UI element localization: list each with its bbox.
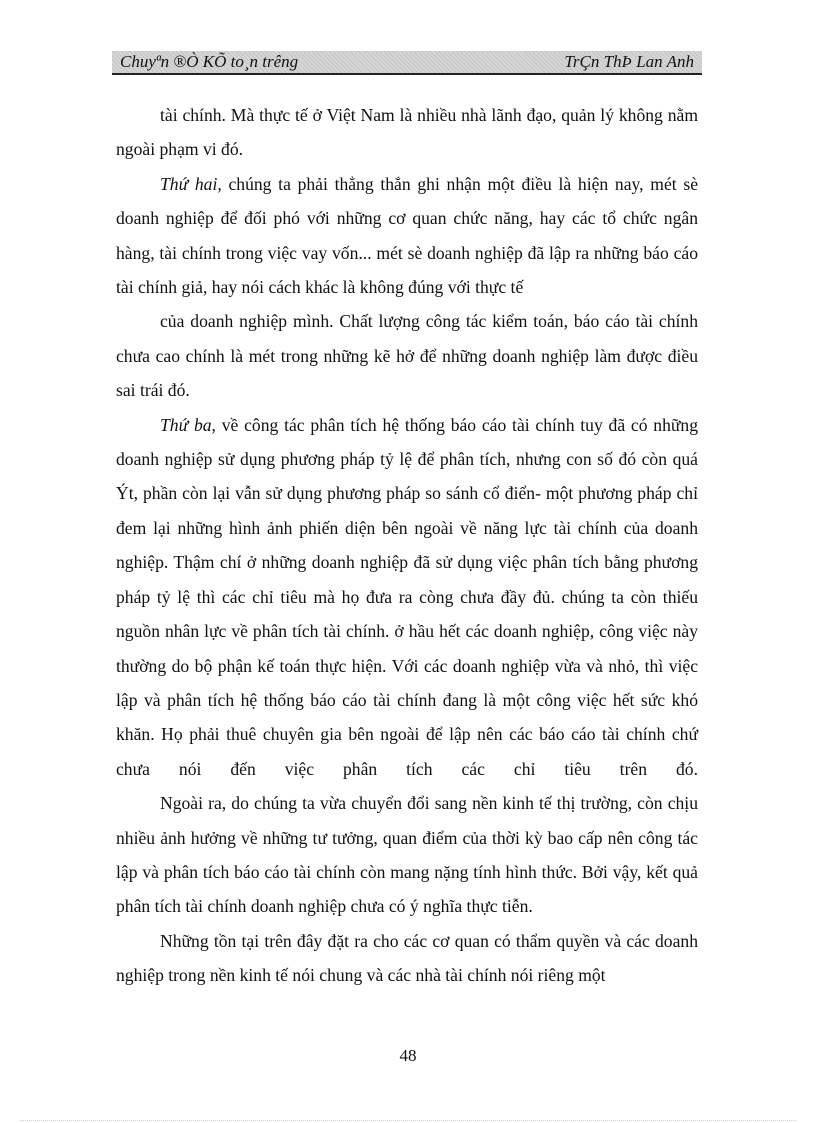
- page-bottom-divider: [20, 1120, 796, 1121]
- paragraph-2-lead: Thứ hai: [160, 173, 218, 194]
- paragraph-3: của doanh nghiệp mình. Chất lượng công tác kiểm toán, báo cáo tài chính chưa cao chính là mét trong những kẽ hở để những doanh nghiệp làm được điều sai trái đó.: [116, 311, 698, 401]
- paragraph-1: tài chính. Mà thực tế ở Việt Nam là nhiều nhà lãnh đạo, quản lý không nằm ngoài phạm vi đó.: [116, 105, 698, 160]
- paragraph-4-lead: Thứ ba: [160, 414, 212, 435]
- running-header: [112, 51, 702, 75]
- paragraph-4-text: , về công tác phân tích hệ thống báo cáo tài chính tuy đã có những doanh nghiệp sử dụng phương pháp tỷ lệ để phân tích, nhưng con số đó còn quá Ýt, phần còn lại vẫn sử dụng phương pháp so sánh cổ điển- một phương pháp chỉ đem lại những hình ảnh phiến diện bên ngoài về năng lực tài chính của doanh nghiệp. Thậm chí ở những doanh nghiệp đã sử dụng việc phân tích bằng phương pháp tỷ lệ thì các chỉ tiêu mà họ đưa ra còng chưa đầy đủ. chúng ta còn thiếu nguồn nhân lực về phân tích tài chính. ở hầu hết các doanh nghiệp, công việc này thường do bộ phận kế toán thực hiện. Với các doanh nghiệp vừa và nhỏ, thì việc lập và phân tích hệ thống báo cáo tài chính đang là một công việc hết sức khó khăn. Họ phải thuê chuyên gia bên ngoài để lập nên các báo cáo tài chính chứ chưa nói đến việc phân tích các chỉ tiêu trên đó.: [116, 414, 698, 779]
- page-number: 48: [399, 1046, 417, 1065]
- paragraph-5: Ngoài ra, do chúng ta vừa chuyển đổi sang nền kinh tế thị trường, còn chịu nhiều ảnh hưởng về những tư tưởng, quan điểm của thời kỳ bao cấp nên công tác lập và phân tích báo cáo tài chính còn mang nặng tính hình thức. Bởi vậy, kết quả phân tích tài chính doanh nghiệp chưa có ý nghĩa thực tiễn.: [116, 793, 698, 917]
- paragraph-4: [116, 408, 698, 786]
- paragraph-2-text: , chúng ta phải thẳng thắn ghi nhận một điều là hiện nay, mét sè doanh nghiệp để đối phó với những cơ quan chức năng, hay các tổ chức ngân hàng, tài chính trong việc vay vốn... mét sè doanh nghiệp đã lập ra những báo cáo tài chính giả, hay nói cách khác là không đúng với thực tế: [116, 173, 698, 298]
- header-document-title: Chuyªn ®Ò KÕ to¸n trêng: [120, 52, 299, 71]
- paragraph-6: Những tồn tại trên đây đặt ra cho các cơ quan có thẩm quyền và các doanh nghiệp trong nền kinh tế nói chung và các nhà tài chính nói riêng một: [116, 930, 698, 986]
- paragraph-2: [116, 167, 698, 305]
- header-author-name: TrÇn ThÞ Lan Anh: [564, 52, 694, 71]
- body-text: [116, 98, 698, 993]
